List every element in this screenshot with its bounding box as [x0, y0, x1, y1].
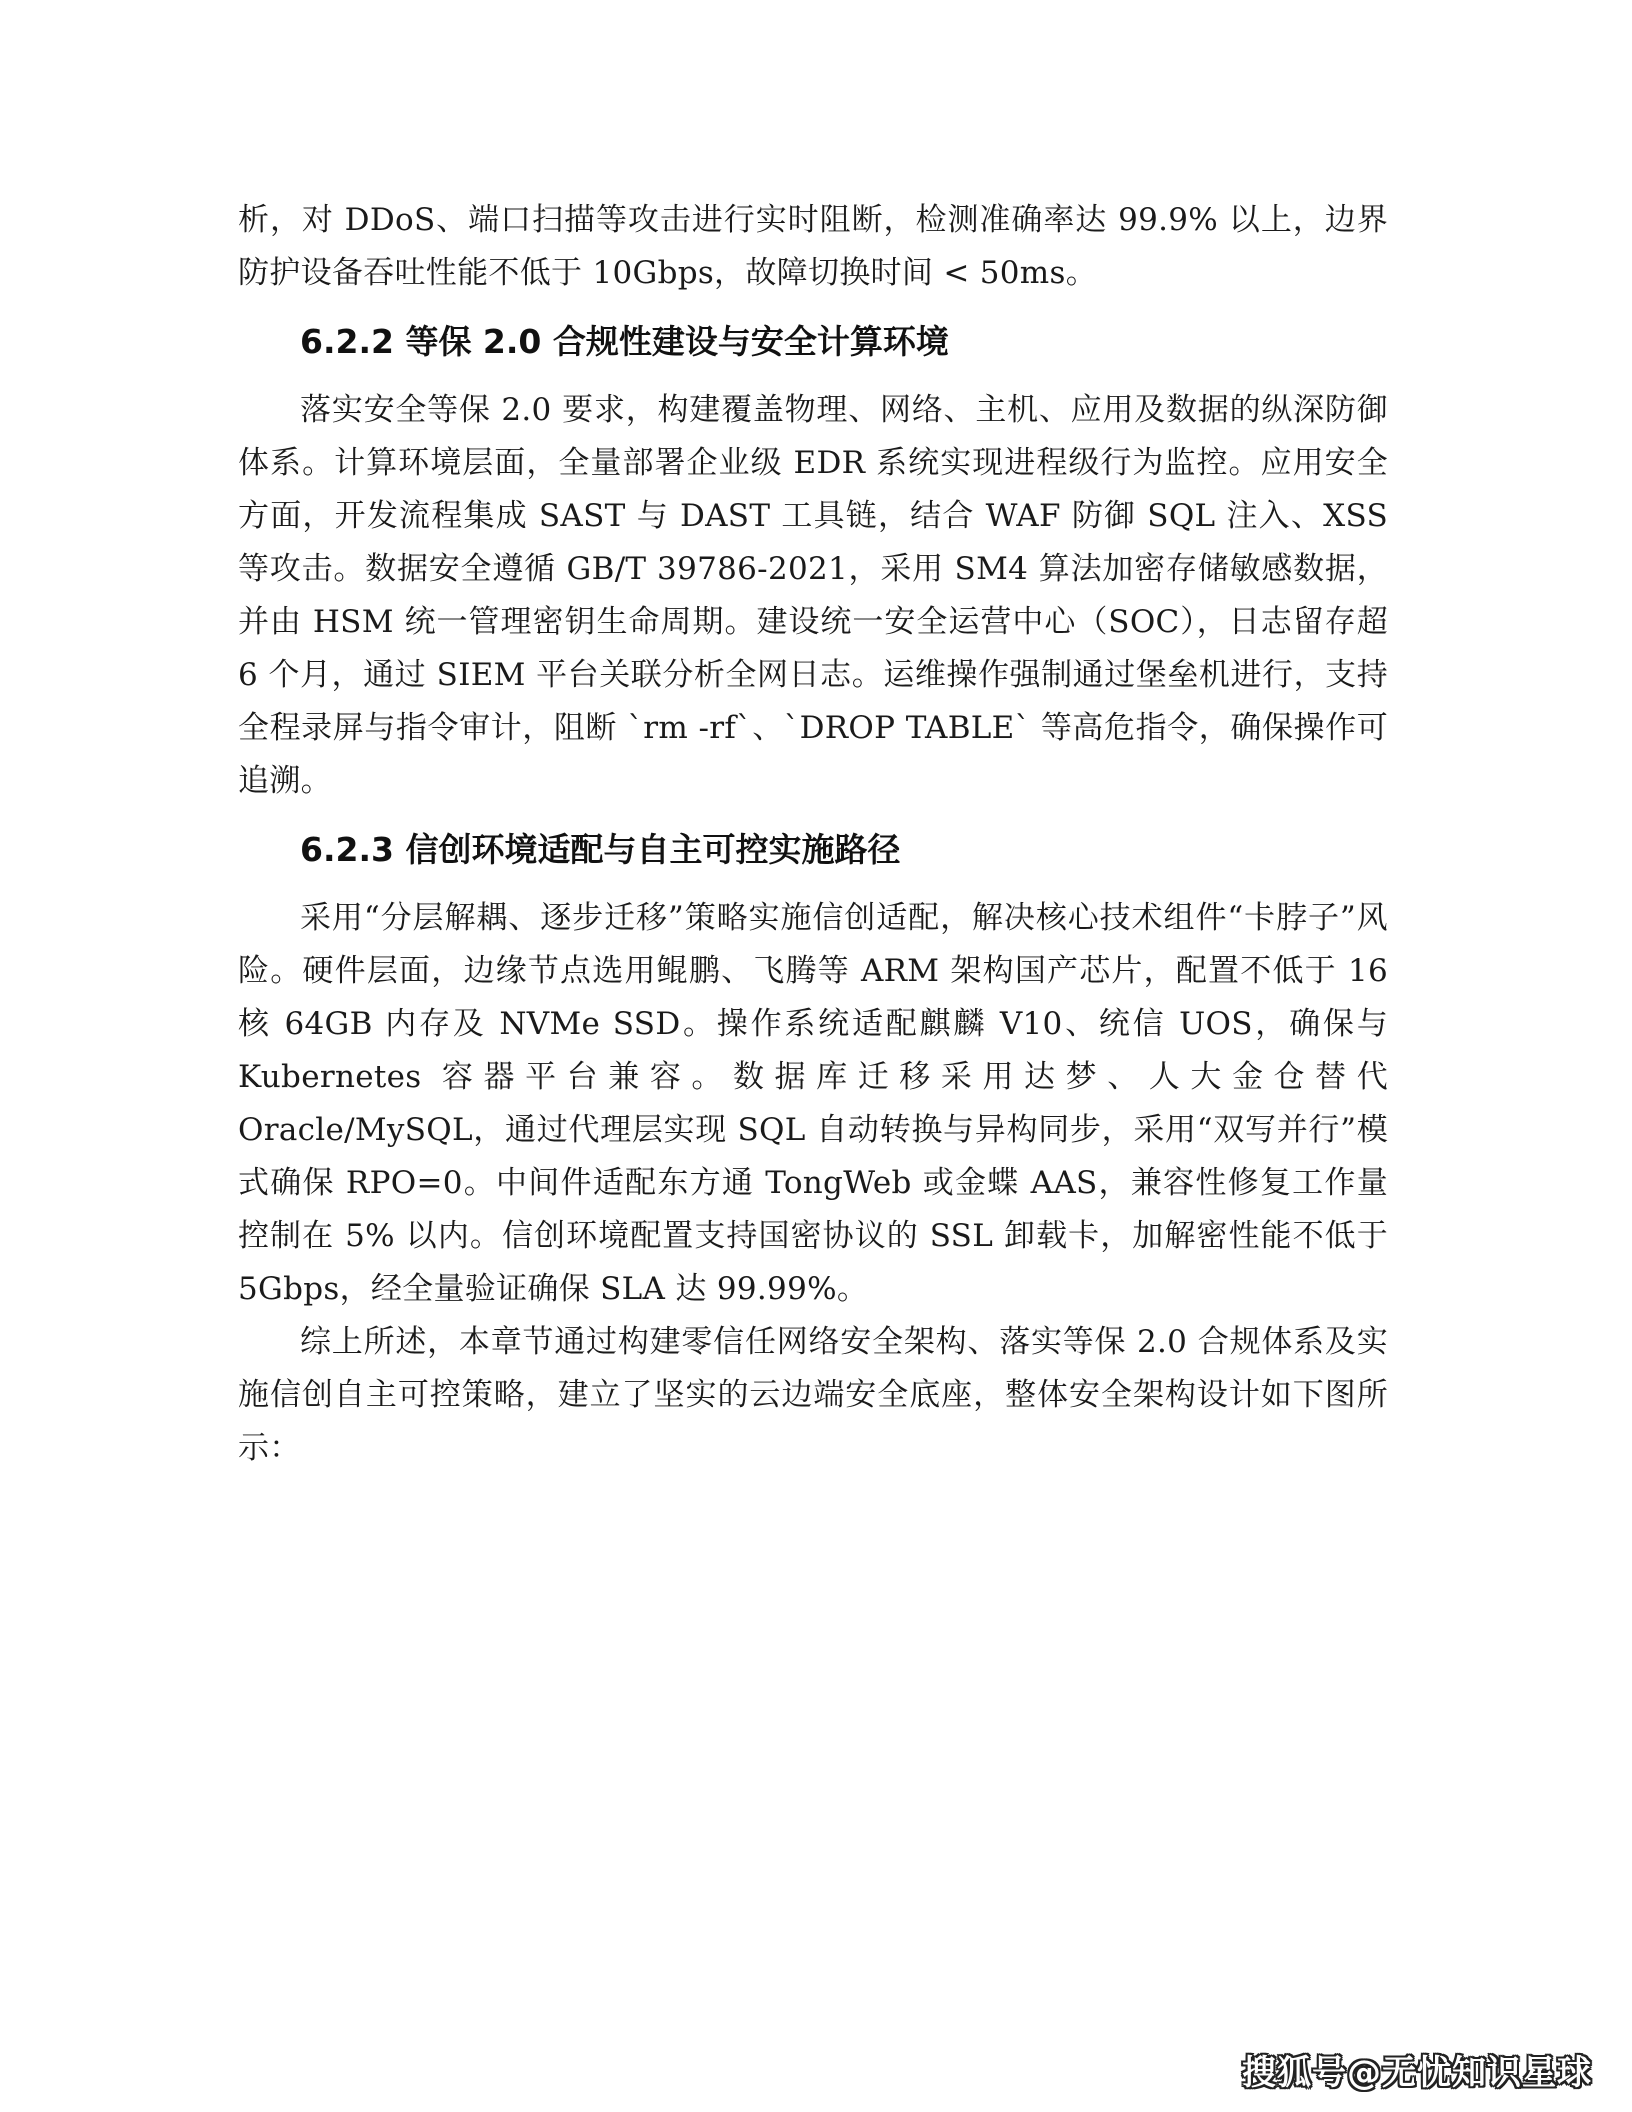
- section-heading-6-2-3: 6.2.3 信创环境适配与自主可控实施路径: [300, 830, 901, 869]
- section-6-2-2-paragraph: 落实安全等保 2.0 要求，构建覆盖物理、网络、主机、应用及数据的纵深防御体系。计算环境层面，全量部署企业级 EDR 系统实现进程级行为监控。应用安全方面，开发流程集成 SAST 与 DAST 工具链，结合 WAF 防御 SQL 注入、XSS 等攻击。数据安全遵循 GB/T 39786-2021，采用 SM4 算法加密存储敏感数据，并由 HSM 统一管理密钥生命周期。建设统一安全运营中心（SOC），日志留存超 6 个月，通过 SIEM 平台关联分析全网日志。运维操作强制通过堡垒机进行，支持全程录屏与指令审计，阻断 `rm -rf`、`DROP TABLE` 等高危指令，确保操作可追溯。: [238, 392, 1388, 799]
- section-heading-6-2-2: 6.2.2 等保 2.0 合规性建设与安全计算环境: [300, 322, 949, 361]
- watermark-text: 搜狐号@无忧知识星球: [1242, 2053, 1592, 2093]
- summary-paragraph: 综上所述，本章节通过构建零信任网络安全架构、落实等保 2.0 合规体系及实施信创自主可控策略，建立了坚实的云边端安全底座，整体安全架构设计如下图所示：: [238, 1324, 1388, 1466]
- document-page: [238, 194, 1388, 1475]
- section-6-2-3-paragraph: 采用“分层解耦、逐步迁移”策略实施信创适配，解决核心技术组件“卡脖子”风险。硬件层面，边缘节点选用鲲鹏、飞腾等 ARM 架构国产芯片，配置不低于 16 核 64GB 内存及 NVMe SSD。操作系统适配麒麟 V10、统信 UOS，确保与 Kubernetes 容器平台兼容。数据库迁移采用达梦、人大金仓替代 Oracle/MySQL，通过代理层实现 SQL 自动转换与异构同步，采用“双写并行”模式确保 RPO=0。中间件适配东方通 TongWeb 或金蝶 AAS，兼容性修复工作量控制在 5% 以内。信创环境配置支持国密协议的 SSL 卸载卡，加解密性能不低于 5Gbps，经全量验证确保 SLA 达 99.99%。: [238, 900, 1388, 1307]
- continuation-paragraph: 析，对 DDoS、端口扫描等攻击进行实时阻断，检测准确率达 99.9% 以上，边界防护设备吞吐性能不低于 10Gbps，故障切换时间 < 50ms。: [238, 202, 1388, 291]
